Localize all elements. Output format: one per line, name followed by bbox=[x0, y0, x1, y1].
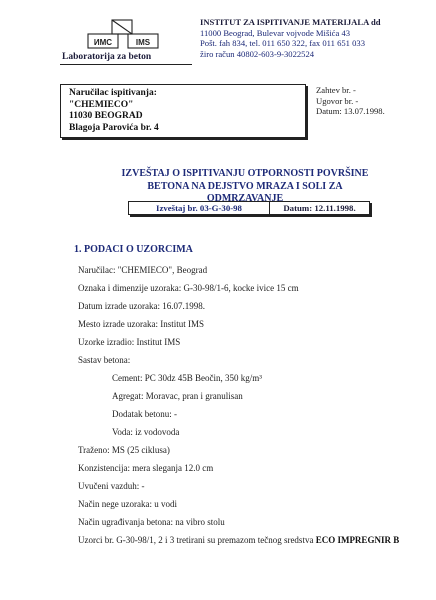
list-item: Uvučeni vazduh: - bbox=[78, 481, 145, 491]
client-label: Naručilac ispitivanja: bbox=[69, 88, 157, 98]
list-item: Konzistencija: mera sleganja 12.0 cm bbox=[78, 463, 214, 473]
ims-logo-icon bbox=[84, 18, 168, 54]
report-date: Datum: 12.11.1998. bbox=[283, 203, 356, 213]
product-name: ECO IMPREGNIR B bbox=[315, 535, 400, 545]
logo-text-left: ИМС bbox=[93, 38, 113, 47]
composition-item: Agregat: Moravac, pran i granulisan bbox=[112, 391, 243, 401]
report-title-line1: IZVEŠTAJ O ISPITIVANJU OTPORNOSTI POVRŠINE bbox=[121, 168, 369, 179]
report-title-line2: BETONA NA DEJSTVO MRAZA I SOLI ZA ODMRZAVANJE bbox=[147, 180, 343, 204]
client-street: Blagoja Parovića br. 4 bbox=[69, 122, 159, 133]
list-item: Oznaka i dimenzije uzoraka: G-30-98/1-6, kocke ivice 15 cm bbox=[78, 283, 299, 293]
report-title bbox=[110, 168, 380, 206]
list-item: Način nege uzoraka: u vodi bbox=[78, 499, 177, 509]
divider bbox=[60, 64, 192, 65]
logo-text-right: IMS bbox=[135, 38, 151, 47]
list-item: Uzorke izradio: Institut IMS bbox=[78, 337, 181, 347]
institute-contact: Pošt. fah 834, tel. 011 650 322, fax 011 651 033 bbox=[200, 38, 366, 49]
institute-address: 11000 Beograd, Bulevar vojvode Mišića 43 bbox=[200, 27, 351, 38]
report-id-bar bbox=[128, 201, 370, 215]
list-item: Način ugrađivanja betona: na vibro stolu bbox=[78, 517, 225, 527]
list-item: Datum izrade uzoraka: 16.07.1998. bbox=[78, 301, 205, 311]
treatment-note bbox=[78, 535, 399, 546]
composition-item: Dodatak betonu: - bbox=[112, 409, 177, 419]
section-heading: 1. PODACI O UZORCIMA bbox=[74, 244, 193, 255]
list-item: Traženo: MS (25 ciklusa) bbox=[78, 445, 170, 455]
institute-info bbox=[200, 17, 430, 59]
lab-name: Laboratorija za beton bbox=[62, 52, 152, 62]
client-city: 11030 BEOGRAD bbox=[69, 111, 143, 121]
client-name: "CHEMIECO" bbox=[69, 99, 134, 110]
request-date: Datum: 13.07.1998. bbox=[316, 106, 385, 117]
request-number: Zahtev br. - bbox=[316, 85, 356, 95]
institute-title: INSTITUT ZA ISPITIVANJE MATERIJALA dd bbox=[200, 17, 381, 27]
composition-item: Voda: iz vodovoda bbox=[112, 427, 180, 437]
contract-number: Ugovor br. - bbox=[316, 95, 359, 106]
report-number: Izveštaj br. 03-G-30-98 bbox=[129, 202, 270, 214]
institute-account: žiro račun 40802-603-9-3022524 bbox=[200, 48, 315, 59]
list-item: Naručilac: "CHEMIECO", Beograd bbox=[78, 265, 208, 275]
client-box bbox=[60, 84, 306, 138]
treatment-text: Uzorci br. G-30-98/1, 2 i 3 tretirani su premazom tečnog sredstva bbox=[78, 535, 316, 545]
list-item: Sastav betona: bbox=[78, 355, 131, 365]
list-item: Mesto izrade uzoraka: Institut IMS bbox=[78, 319, 204, 329]
composition-item: Cement: PC 30dz 45B Beočin, 350 kg/m³ bbox=[112, 373, 262, 383]
references bbox=[316, 85, 385, 117]
